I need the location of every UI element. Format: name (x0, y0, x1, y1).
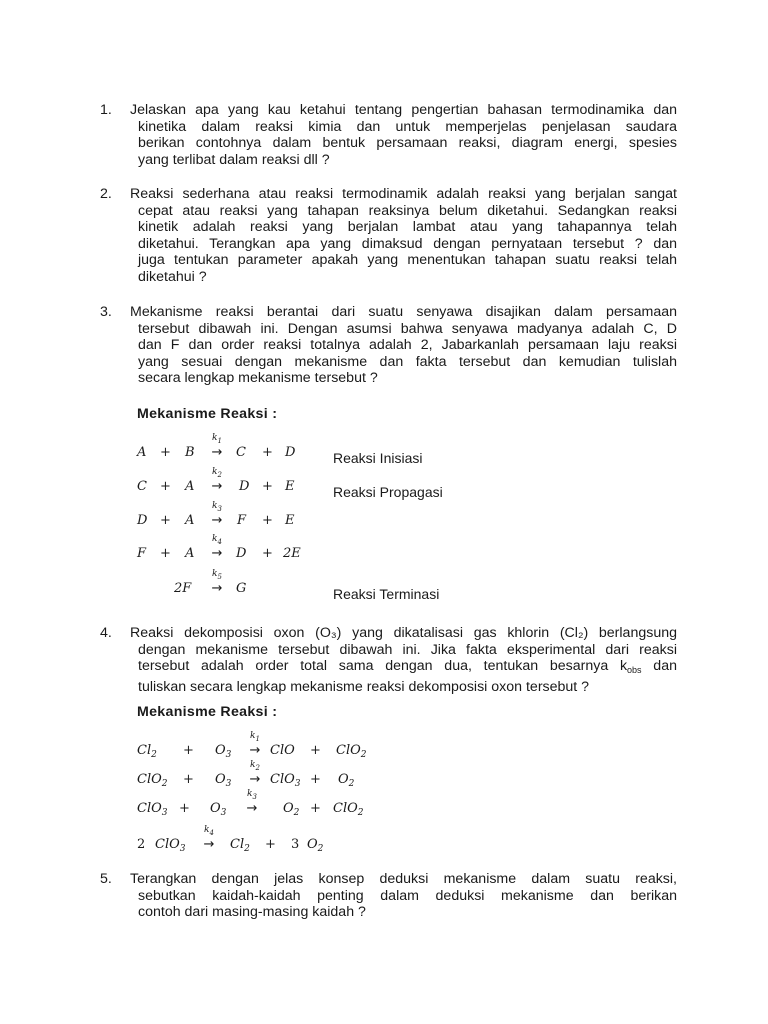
plus-sign: + (310, 772, 321, 787)
coefficient: 3 (291, 837, 300, 852)
question-1 (100, 102, 677, 168)
label-reaksi-terminasi: Reaksi Terminasi (333, 586, 440, 602)
kobs-subscript: obs (627, 665, 642, 676)
plus-sign: + (262, 445, 273, 460)
reactant: $O_3$ (215, 772, 232, 789)
reactant: $Cl_2$ (137, 743, 157, 760)
reactant: A (185, 479, 195, 494)
question-4 (100, 625, 677, 695)
question-line: Jelaskan apa yang kau ketahui tentang pengertian bahasan termodinamika dan (130, 102, 677, 118)
product: D (239, 479, 250, 494)
plus-sign: + (310, 801, 321, 816)
question-line: cepat atau reaksi yang tahapan reaksinya belum diketahui. Sedangkan reaksi (138, 202, 677, 219)
question-line: sebutkan kaidah-kaidah penting dalam deduksi mekanisme dan berikan (138, 887, 677, 904)
question-2 (100, 186, 677, 286)
mechanism-heading-2: Mekanisme Reaksi : (137, 704, 278, 720)
question-line: berikan contohnya dalam bentuk persamaan reaksi, diagram energi, spesies (138, 135, 677, 152)
question-number: 2. (100, 186, 112, 202)
rate-arrow: $k_1$ → (211, 433, 223, 460)
rate-arrow: $k_4$ → (211, 534, 223, 561)
coefficient: 2 (137, 837, 146, 852)
product: ClO$_3$ (270, 772, 301, 789)
reactant: $O_3$ (215, 743, 232, 760)
plus-sign: + (310, 743, 321, 758)
question-line: tuliskan secara lengkap mekanisme reaksi dekomposisi oxon tersebut ? (138, 678, 590, 695)
plus-sign: + (183, 743, 194, 758)
product: 2E (283, 546, 301, 561)
plus-sign: + (262, 513, 273, 528)
question-line: juga tentukan parameter apakah yang menentukan tahapan suatu reaksi telah (138, 252, 677, 269)
reactant: A (137, 445, 147, 460)
mechanism-heading: Mekanisme Reaksi : (137, 406, 278, 422)
product: $O_2$ (283, 801, 300, 818)
rate-arrow: $k_3$ → (211, 501, 223, 528)
question-number: 5. (100, 871, 112, 887)
product: ClO$_2$ (336, 743, 367, 760)
question-line: Mekanisme reaksi berantai dari suatu senyawa disajikan dalam persamaan (130, 304, 677, 320)
reactant: F (137, 546, 147, 561)
product: ClO$_2$ (333, 801, 364, 818)
label-reaksi-inisiasi: Reaksi Inisiasi (333, 450, 423, 466)
plus-sign: + (262, 479, 273, 494)
rate-arrow: $k_4$ → (203, 825, 215, 852)
question-line: dengan mekanisme tersebut dibawah ini. Jika fakta eksperimental dari reaksi (138, 641, 677, 658)
question-line: diketahui. Terangkan apa yang dimaksud dengan pernyataan tersebut ? dan (138, 235, 677, 252)
question-line: yang terlibat dalam reaksi dll ? (138, 151, 330, 168)
product: $O_2$ (307, 837, 324, 854)
plus-sign: + (160, 513, 171, 528)
product: E (285, 479, 295, 494)
question-line: Terangkan dengan jelas konsep deduksi mekanisme dalam suatu reaksi, (130, 871, 677, 887)
label-reaksi-propagasi: Reaksi Propagasi (333, 484, 443, 500)
reactant: A (185, 546, 195, 561)
question-line: tersebut dibawah ini. Dengan asumsi bahwa senyawa madyanya adalah C, D (138, 320, 677, 337)
product: $O_2$ (338, 772, 355, 789)
question-number: 3. (100, 304, 112, 320)
question-line: diketahui ? (138, 268, 207, 285)
rate-arrow: $k_1$ → (249, 731, 261, 758)
question-line: tersebut adalah order total sama dengan dua, tentukan besarnya $k_{obs}$ dan (138, 658, 677, 676)
plus-sign: + (160, 546, 171, 561)
reactant: B (185, 445, 195, 460)
rate-arrow: $k_2$ → (249, 760, 261, 787)
reactant: D (137, 513, 148, 528)
plus-sign: + (265, 837, 276, 852)
product: F (237, 513, 247, 528)
reactant: A (185, 513, 195, 528)
question-5 (100, 871, 677, 921)
plus-sign: + (160, 445, 171, 460)
question-line: Reaksi sederhana atau reaksi termodinamik adalah reaksi yang berjalan sangat (130, 186, 677, 202)
rate-arrow: $k_2$ → (211, 467, 223, 494)
product: E (285, 513, 295, 528)
rate-arrow: $k_3$ → (246, 789, 258, 816)
question-line: secara lengkap mekanisme tersebut ? (138, 370, 378, 387)
product: C (236, 445, 246, 460)
question-line: kinetik adalah reaksi yang berjalan lambat atau yang tahapannya telah (138, 219, 677, 236)
question-line: yang sesuai dengan mekanisme dan fakta tersebut dan kemudian tulislah (138, 353, 677, 370)
plus-sign: + (262, 546, 273, 561)
reactant: 2F (174, 581, 192, 596)
product: D (285, 445, 296, 460)
plus-sign: + (160, 479, 171, 494)
reactant: ClO$_3$ (137, 801, 168, 818)
product: G (236, 581, 247, 596)
question-line: kinetika dalam reaksi kimia dan untuk memperjelas penjelasan saudara (138, 118, 677, 135)
question-3 (100, 304, 677, 387)
product: $Cl_2$ (230, 837, 250, 854)
rate-arrow: $k_5$ → (211, 569, 223, 596)
plus-sign: + (179, 801, 190, 816)
reactant: $O_3$ (210, 801, 227, 818)
reactant: ClO$_2$ (137, 772, 168, 789)
question-number: 4. (100, 625, 112, 641)
reactant: ClO$_3$ (155, 837, 186, 854)
product: ClO (270, 743, 295, 758)
product: D (236, 546, 247, 561)
question-line: Reaksi dekomposisi oxon (O₃) yang dikatalisasi gas khlorin (Cl₂) berlangsung (130, 625, 677, 641)
question-number: 1. (100, 102, 112, 118)
plus-sign: + (183, 772, 194, 787)
question-line: dan F dan order reaksi totalnya adalah 2, Jabarkanlah persamaan laju reaksi (138, 337, 677, 354)
reactant: C (137, 479, 147, 494)
question-line: contoh dari masing-masing kaidah ? (138, 904, 366, 921)
